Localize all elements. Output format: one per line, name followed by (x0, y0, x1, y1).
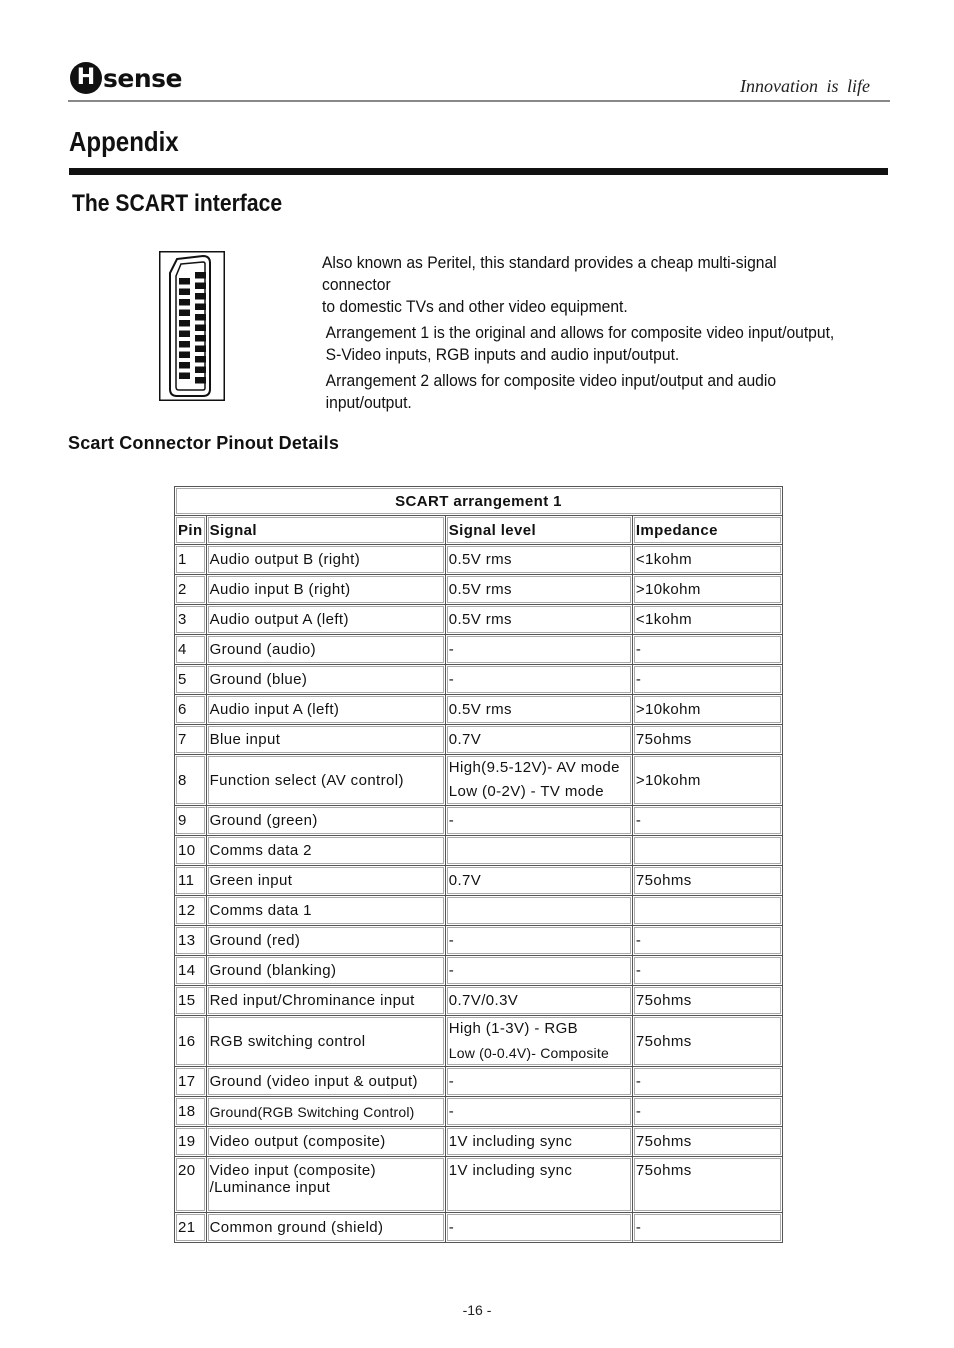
level-cell (445, 896, 632, 926)
intro-text (322, 252, 837, 418)
pin-cell: 8 (175, 755, 207, 806)
pin-cell: 14 (175, 956, 207, 986)
table-row (175, 986, 783, 1016)
logo-mark: H (70, 62, 102, 94)
pin-cell: 3 (175, 605, 207, 635)
pin-cell: 16 (175, 1016, 207, 1067)
signal-cell: Audio output B (right) (206, 545, 445, 575)
impedance-cell: 75ohms (632, 725, 782, 755)
pin-cell: 13 (175, 926, 207, 956)
level-cell: 0.7V/0.3V (445, 986, 632, 1016)
signal-cell: Video output (composite) (206, 1127, 445, 1157)
column-header: Impedance (632, 516, 782, 545)
section-heading: The SCART interface (72, 190, 283, 217)
level-cell: - (445, 665, 632, 695)
table-caption: SCART arrangement 1 (175, 487, 783, 516)
impedance-cell: - (632, 665, 782, 695)
connector-pin (195, 283, 206, 290)
level-cell: 1V including sync (445, 1127, 632, 1157)
table-row (175, 575, 783, 605)
connector-pin (195, 293, 206, 300)
connector-pin (195, 314, 206, 321)
connector-pin (195, 356, 206, 363)
level-cell (445, 836, 632, 866)
level-cell: - (445, 1097, 632, 1127)
table-row (175, 695, 783, 725)
connector-pin (179, 341, 190, 348)
level-line: High(9.5-12V)- AV mode (448, 759, 620, 776)
level-cell: - (445, 1213, 632, 1243)
table-row (175, 1213, 783, 1243)
connector-pin (179, 278, 190, 285)
pin-cell: 10 (175, 836, 207, 866)
pinout-table (174, 486, 783, 1243)
connector-pin (195, 367, 206, 374)
table-row (175, 836, 783, 866)
page-title: Appendix (69, 126, 179, 157)
signal-cell: Comms data 1 (206, 896, 445, 926)
signal-cell: Common ground (shield) (206, 1213, 445, 1243)
impedance-cell: 75ohms (632, 1157, 782, 1213)
connector-pin (195, 377, 206, 384)
signal-cell: Ground (red) (206, 926, 445, 956)
table-row (175, 1016, 783, 1067)
connector-pin (179, 352, 190, 359)
table-row (175, 755, 783, 806)
signal-cell: Ground(RGB Switching Control) (206, 1097, 445, 1127)
impedance-cell: >10kohm (632, 575, 782, 605)
connector-pin (179, 362, 190, 369)
pin-cell: 12 (175, 896, 207, 926)
level-cell: 0.5V rms (445, 605, 632, 635)
signal-cell: Blue input (206, 725, 445, 755)
impedance-cell (632, 836, 782, 866)
level-cell: - (445, 1067, 632, 1097)
pin-cell: 2 (175, 575, 207, 605)
table-row (175, 545, 783, 575)
impedance-cell: 75ohms (632, 866, 782, 896)
intro-paragraph: Arrangement 1 is the original and allows for composite video input/output, S-Video inputs, RGB inputs and audio input/output. (325, 323, 835, 364)
scart-connector-illustration (159, 251, 225, 401)
pin-cell: 19 (175, 1127, 207, 1157)
intro-paragraph: Arrangement 2 allows for composite video input/output and audio input/output. (325, 371, 777, 412)
signal-cell: Ground (blue) (206, 665, 445, 695)
pin-cell: 17 (175, 1067, 207, 1097)
signal-cell: Red input/Chrominance input (206, 986, 445, 1016)
impedance-cell: 75ohms (632, 1127, 782, 1157)
impedance-cell: >10kohm (632, 755, 782, 806)
impedance-cell: 75ohms (632, 986, 782, 1016)
table-row (175, 806, 783, 836)
level-cell: 0.5V rms (445, 575, 632, 605)
table-row (175, 725, 783, 755)
pin-cell: 20 (175, 1157, 207, 1213)
signal-cell: Audio input B (right) (206, 575, 445, 605)
table-row (175, 1127, 783, 1157)
impedance-cell: <1kohm (632, 545, 782, 575)
signal-cell: Function select (AV control) (206, 755, 445, 806)
logo-text: sense (103, 63, 182, 93)
signal-cell: RGB switching control (206, 1016, 445, 1067)
pin-cell: 1 (175, 545, 207, 575)
impedance-cell (632, 896, 782, 926)
signal-cell: Audio output A (left) (206, 605, 445, 635)
level-cell: - (445, 635, 632, 665)
signal-cell: Ground (green) (206, 806, 445, 836)
impedance-cell: <1kohm (632, 605, 782, 635)
connector-pin (179, 299, 190, 306)
signal-line: Video input (composite) (209, 1162, 377, 1179)
pin-cell: 15 (175, 986, 207, 1016)
impedance-cell: - (632, 926, 782, 956)
connector-pin (179, 310, 190, 317)
impedance-cell: - (632, 806, 782, 836)
level-cell (445, 755, 632, 806)
level-cell: - (445, 956, 632, 986)
intro-paragraph: Also known as Peritel, this standard provides a cheap multi-signal connector to domestic TVs and other video equipment. (322, 253, 777, 316)
pin-cell: 18 (175, 1097, 207, 1127)
impedance-cell: - (632, 1213, 782, 1243)
connector-pin (179, 289, 190, 296)
level-line: Low (0-0.4V)- Composite (448, 1045, 609, 1061)
level-cell: 1V including sync (445, 1157, 632, 1213)
pin-cell: 6 (175, 695, 207, 725)
connector-pin (195, 304, 206, 311)
table-row (175, 665, 783, 695)
impedance-cell: - (632, 635, 782, 665)
pin-cell: 5 (175, 665, 207, 695)
impedance-cell: - (632, 956, 782, 986)
connector-pin (195, 335, 206, 342)
table-row (175, 1157, 783, 1213)
connector-pin (179, 373, 190, 380)
column-header: Pin (175, 516, 207, 545)
signal-cell (206, 1157, 445, 1213)
level-cell: - (445, 806, 632, 836)
connector-pin (195, 272, 206, 279)
impedance-cell: >10kohm (632, 695, 782, 725)
connector-pin (179, 331, 190, 338)
signal-cell: Comms data 2 (206, 836, 445, 866)
connector-pin (179, 320, 190, 327)
table-row (175, 866, 783, 896)
title-bar (69, 168, 888, 175)
signal-line: /Luminance input (209, 1179, 331, 1196)
header-divider (68, 100, 890, 102)
pinout-heading: Scart Connector Pinout Details (68, 433, 340, 453)
level-cell: - (445, 926, 632, 956)
brand-logo (70, 60, 182, 96)
level-line: Low (0-2V) - TV mode (448, 783, 605, 800)
pin-cell: 21 (175, 1213, 207, 1243)
table-row (175, 605, 783, 635)
signal-cell: Ground (audio) (206, 635, 445, 665)
signal-cell: Green input (206, 866, 445, 896)
impedance-cell: - (632, 1067, 782, 1097)
column-header: Signal level (445, 516, 632, 545)
pin-cell: 9 (175, 806, 207, 836)
table-row (175, 635, 783, 665)
page-number: -16 - (462, 1302, 492, 1318)
level-line: High (1-3V) - RGB (448, 1020, 579, 1037)
connector-pin (195, 325, 206, 332)
impedance-cell: 75ohms (632, 1016, 782, 1067)
signal-cell: Audio input A (left) (206, 695, 445, 725)
level-cell: 0.5V rms (445, 545, 632, 575)
table-row (175, 956, 783, 986)
table-row (175, 896, 783, 926)
pin-cell: 4 (175, 635, 207, 665)
table-row (175, 1097, 783, 1127)
pin-cell: 7 (175, 725, 207, 755)
signal-cell: Ground (video input & output) (206, 1067, 445, 1097)
level-cell (445, 1016, 632, 1067)
connector-pin (195, 346, 206, 353)
pin-cell: 11 (175, 866, 207, 896)
level-cell: 0.7V (445, 866, 632, 896)
column-header: Signal (206, 516, 445, 545)
level-cell: 0.5V rms (445, 695, 632, 725)
tagline: Innovation is life (740, 76, 870, 96)
impedance-cell: - (632, 1097, 782, 1127)
signal-cell: Ground (blanking) (206, 956, 445, 986)
table-row (175, 1067, 783, 1097)
level-cell: 0.7V (445, 725, 632, 755)
table-row (175, 926, 783, 956)
